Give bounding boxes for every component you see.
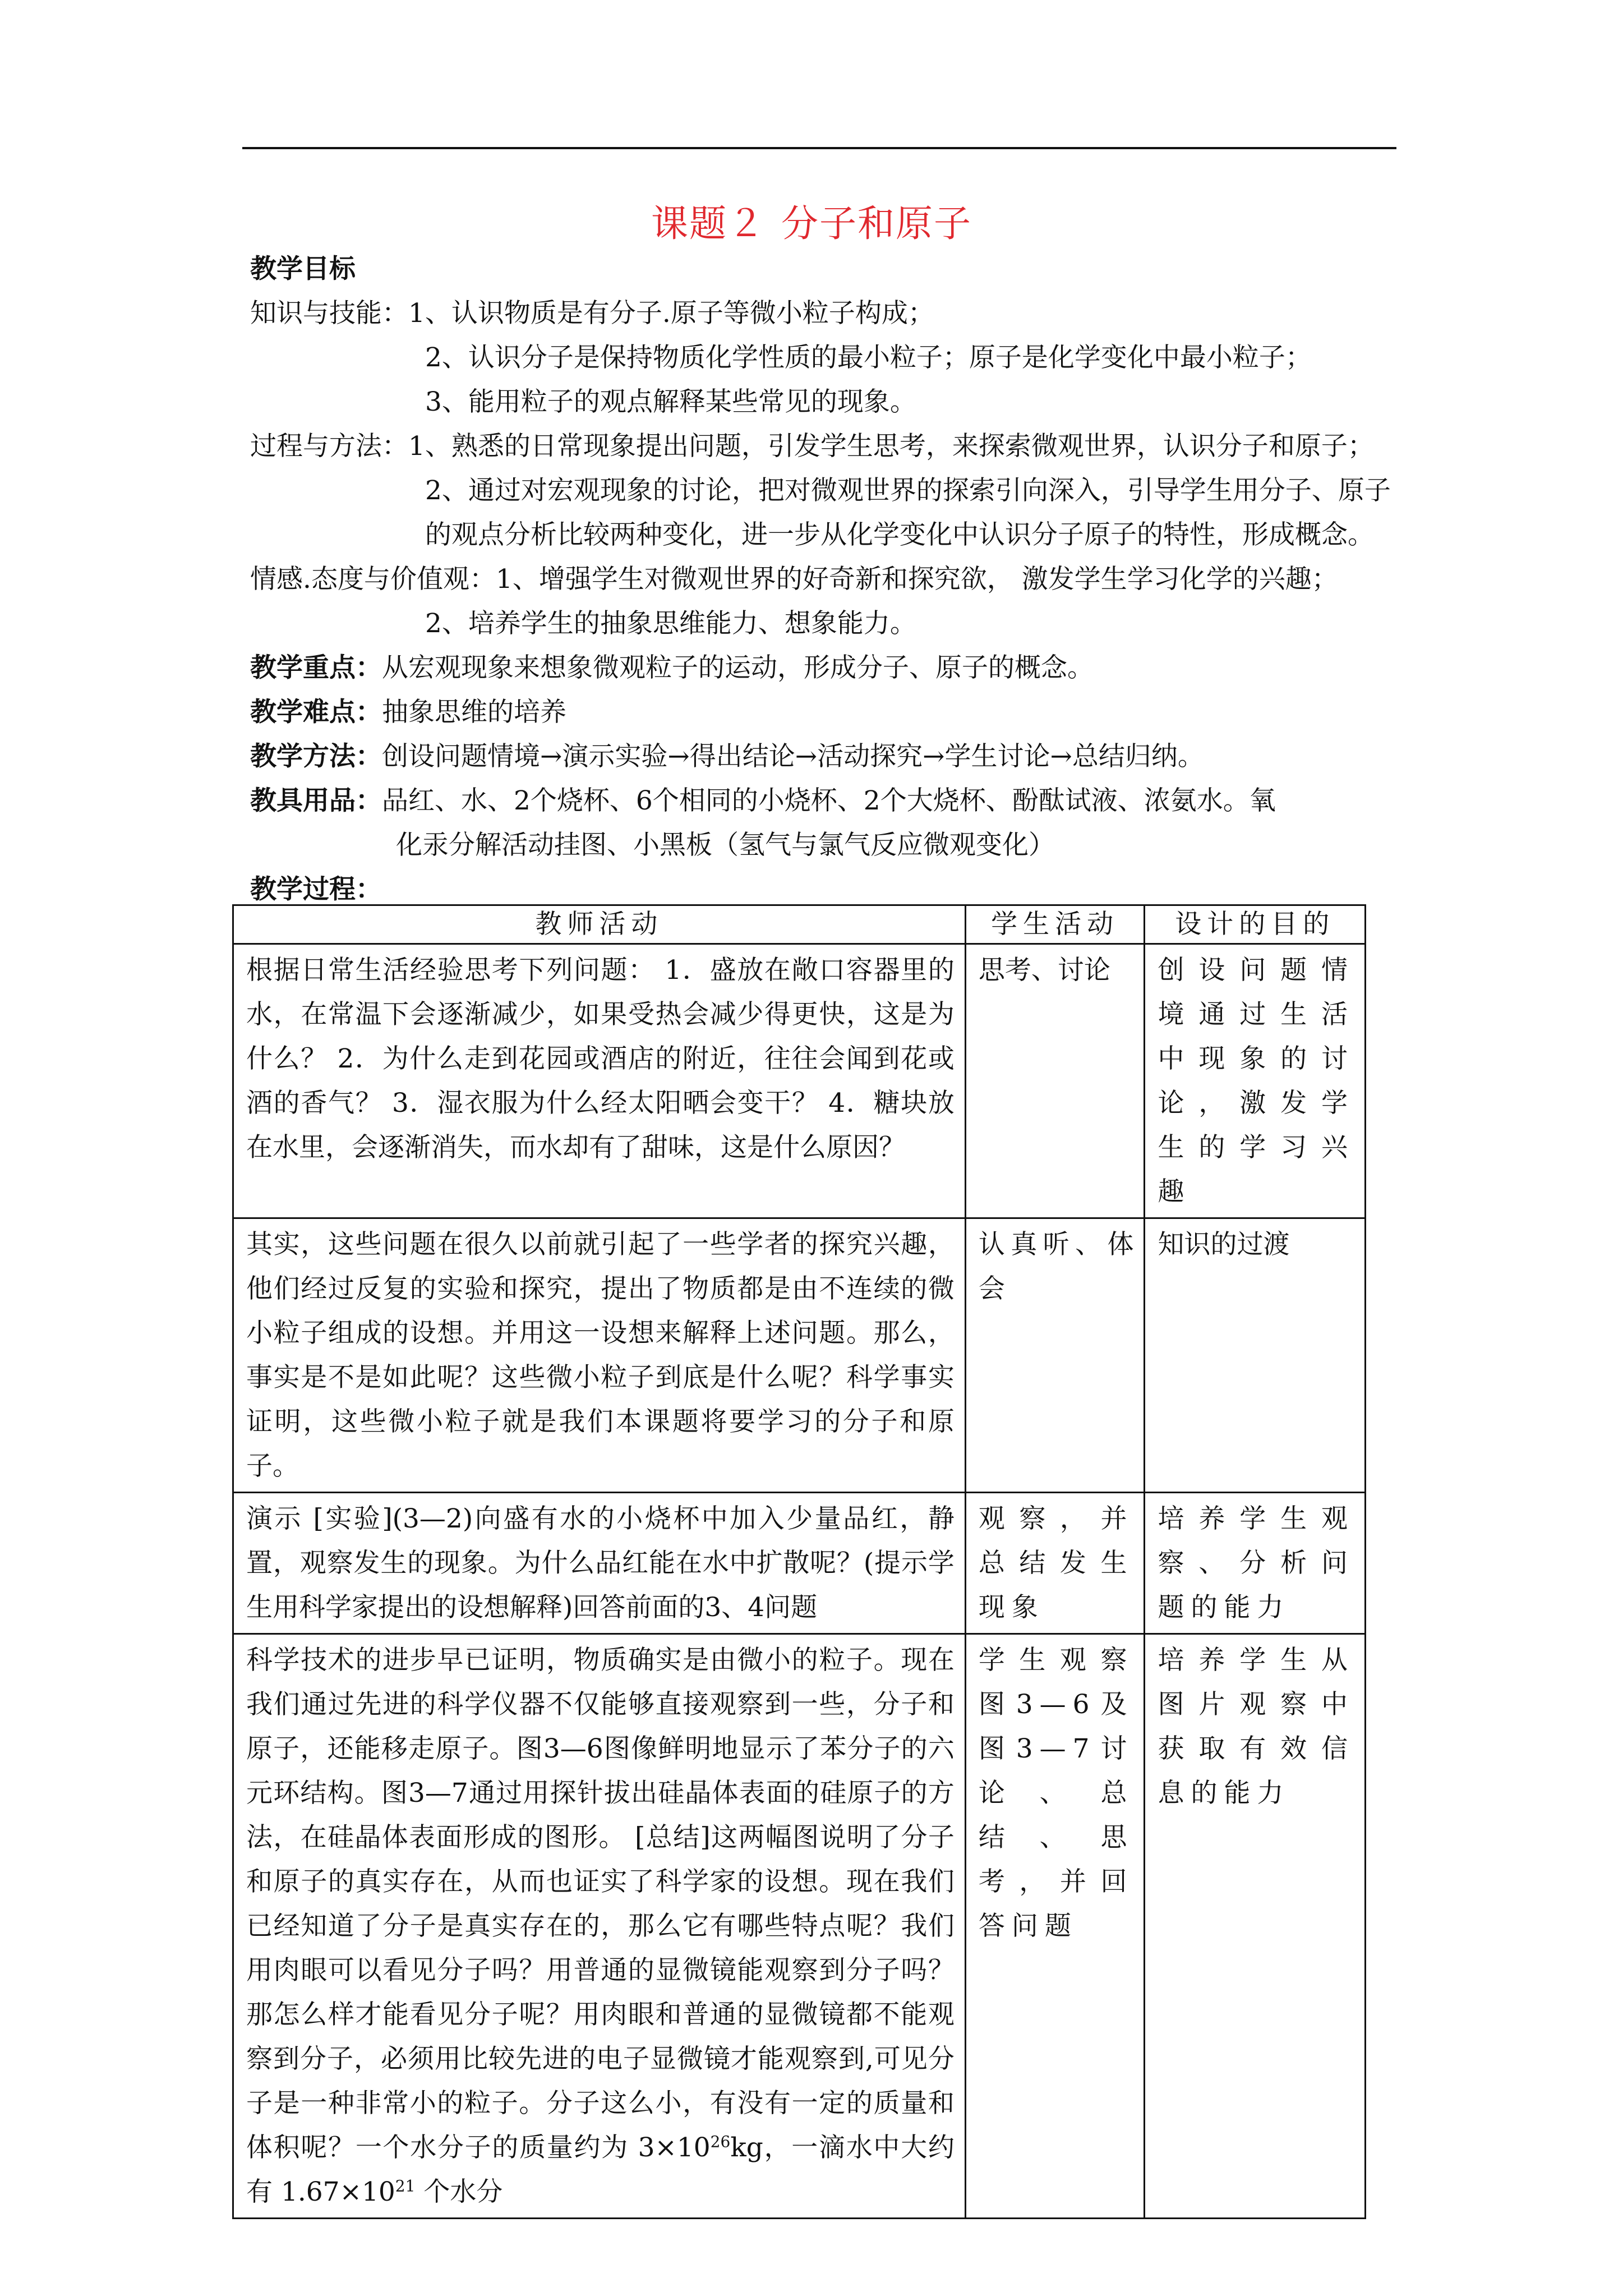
- process-line-1: [250, 424, 1405, 468]
- emotion-item: 2、培养学生的抽象思维能力、想象能力。: [425, 608, 916, 639]
- teacher-text: kg，一滴水中大约有 1.67×10: [246, 2132, 955, 2207]
- student-cell: 观察，并总结发生现象: [965, 1493, 1145, 1634]
- process-item: 2、通过对宏观现象的讨论，把对微观世界的探索引向深入，引导学生用分子、原子: [425, 475, 1391, 506]
- student-cell: 思考、讨论: [965, 944, 1145, 1218]
- tools-text: 品红、水、2个烧杯、6个相同的小烧杯、2个大烧杯、酚酞试液、浓氨水。氧: [382, 785, 1276, 816]
- knowledge-item: 2、认识分子是保持物质化学性质的最小粒子；原子是化学变化中最小粒子；: [425, 342, 1312, 373]
- table-header-row: [233, 905, 1366, 944]
- teacher-cell: 演示 [实验](3—2)向盛有水的小烧杯中加入少量品红，静置，观察发生的现象。为什么品红能在水中扩散呢？(提示学生用科学家提出的设想解释)回答前面的3、4问题: [233, 1493, 966, 1634]
- process-label: 过程与方法：: [250, 431, 408, 462]
- difficulty: [250, 690, 1405, 734]
- purpose-cell: 创设问题情境通过生活中现象的讨论，激发学生的学习兴趣: [1145, 944, 1366, 1218]
- header-student: 学生活动: [965, 905, 1145, 944]
- method-label: 教学方法：: [250, 741, 382, 772]
- purpose-cell: 培养学生观察、分析问题的能力: [1145, 1493, 1366, 1634]
- student-cell: 学生观察图3—6及图3—7讨论、总结、思考，并回答问题: [965, 1634, 1145, 2219]
- teacher-text: 个水分: [415, 2177, 503, 2207]
- header-purpose: 设计的目的: [1145, 905, 1366, 944]
- key-point: [250, 646, 1405, 690]
- student-cell: 认真听、体会: [965, 1218, 1145, 1493]
- emotion-item: 1、增强学生对微观世界的好奇新和探究欲， 激发学生学习化学的兴趣；: [495, 564, 1338, 595]
- difficulty-label: 教学难点：: [250, 697, 382, 728]
- process-heading: 教学过程：: [250, 874, 382, 905]
- table-row: [233, 944, 1366, 1218]
- process-item: 1、熟悉的日常现象提出问题，引发学生思考，来探索微观世界，认识分子和原子；: [408, 431, 1374, 462]
- difficulty-text: 抽象思维的培养: [382, 697, 566, 728]
- tools-label: 教具用品：: [250, 785, 382, 816]
- key-point-label: 教学重点：: [250, 652, 382, 683]
- objectives-heading: 教学目标: [250, 254, 356, 284]
- table-row: [233, 1493, 1366, 1634]
- knowledge-item: 3、能用粒子的观点解释某些常见的现象。: [425, 386, 916, 417]
- lesson-process-table: [232, 904, 1366, 2219]
- process-item: 的观点分析比较两种变化，进一步从化学变化中认识分子原子的特性，形成概念。: [425, 519, 1374, 550]
- table-row: [233, 1218, 1366, 1493]
- method-text: 创设问题情境→演示实验→得出结论→活动探究→学生讨论→总结归纳。: [382, 741, 1204, 772]
- header-teacher: 教师活动: [233, 905, 966, 944]
- teacher-text: 科学技术的进步早已证明，物质确实是由微小的粒子。现在我们通过先进的科学仪器不仅能够直接观察到一些，分子和原子，还能移走原子。图3—6图像鲜明地显示了苯分子的六元环结构。图3—7通过用探针拔出硅晶体表面的硅原子的方法，在硅晶体表面形成的图形。 [总结]这两幅图说明了分子和原子的真实存在，从而也证实了科学家的设想。现在我们已经知道了分子是真实存在的，那么它有哪些特点呢？我们用肉眼可以看见分子吗？用普通的显微镜能观察到分子吗？那怎么样才能看见分子呢？用肉眼和普通的显微镜都不能观察到分子，必须用比较先进的电子显微镜才能观察到,可见分子是一种非常小的粒子。分子这么小，有没有一定的质量和体积呢？一个水分子的质量约为 3×10: [246, 1645, 955, 2163]
- knowledge-line-1: [250, 291, 1405, 335]
- key-point-text: 从宏观现象来想象微观粒子的运动，形成分子、原子的概念。: [382, 652, 1094, 683]
- table-row: [233, 1634, 1366, 2219]
- teacher-cell: 根据日常生活经验思考下列问题： 1．盛放在敞口容器里的水，在常温下会逐渐减少，如果受热会减少得更快，这是为什么？ 2．为什么走到花园或酒店的附近，往往会闻到花或酒的香气？ 3．湿衣服为什么经太阳晒会变干？ 4．糖块放在水里，会逐渐消失，而水却有了甜味，这是什么原因？: [233, 944, 966, 1218]
- knowledge-item: 1、认识物质是有分子.原子等微小粒子构成；: [408, 298, 934, 329]
- header-rule: [242, 147, 1396, 149]
- method: [250, 734, 1405, 779]
- exponent: 26: [710, 2132, 731, 2151]
- knowledge-label: 知识与技能：: [250, 298, 408, 329]
- teacher-cell: 其实，这些问题在很久以前就引起了一些学者的探究兴趣，他们经过反复的实验和探究，提出了物质都是由不连续的微小粒子组成的设想。并用这一设想来解释上述问题。那么，事实是不是如此呢？这些微小粒子到底是什么呢？科学事实证明，这些微小粒子就是我们本课题将要学习的分子和原子。: [233, 1218, 966, 1493]
- exponent: 21: [395, 2177, 416, 2196]
- lesson-body: [250, 247, 1405, 912]
- emotion-label: 情感.态度与价值观：: [250, 564, 496, 595]
- purpose-cell: 知识的过渡: [1145, 1218, 1366, 1493]
- purpose-cell: 培养学生从图片观察中获取有效信息的能力: [1145, 1634, 1366, 2219]
- page-title: [0, 194, 1623, 247]
- tools: [250, 779, 1405, 823]
- teacher-cell: [233, 1634, 966, 2219]
- tools-text-continued: 化汞分解活动挂图、小黑板（氢气与氯气反应微观变化）: [396, 830, 1055, 861]
- title-label: 课题２: [651, 202, 766, 245]
- title-name: 分子和原子: [781, 202, 972, 245]
- emotion-line-1: [250, 557, 1405, 601]
